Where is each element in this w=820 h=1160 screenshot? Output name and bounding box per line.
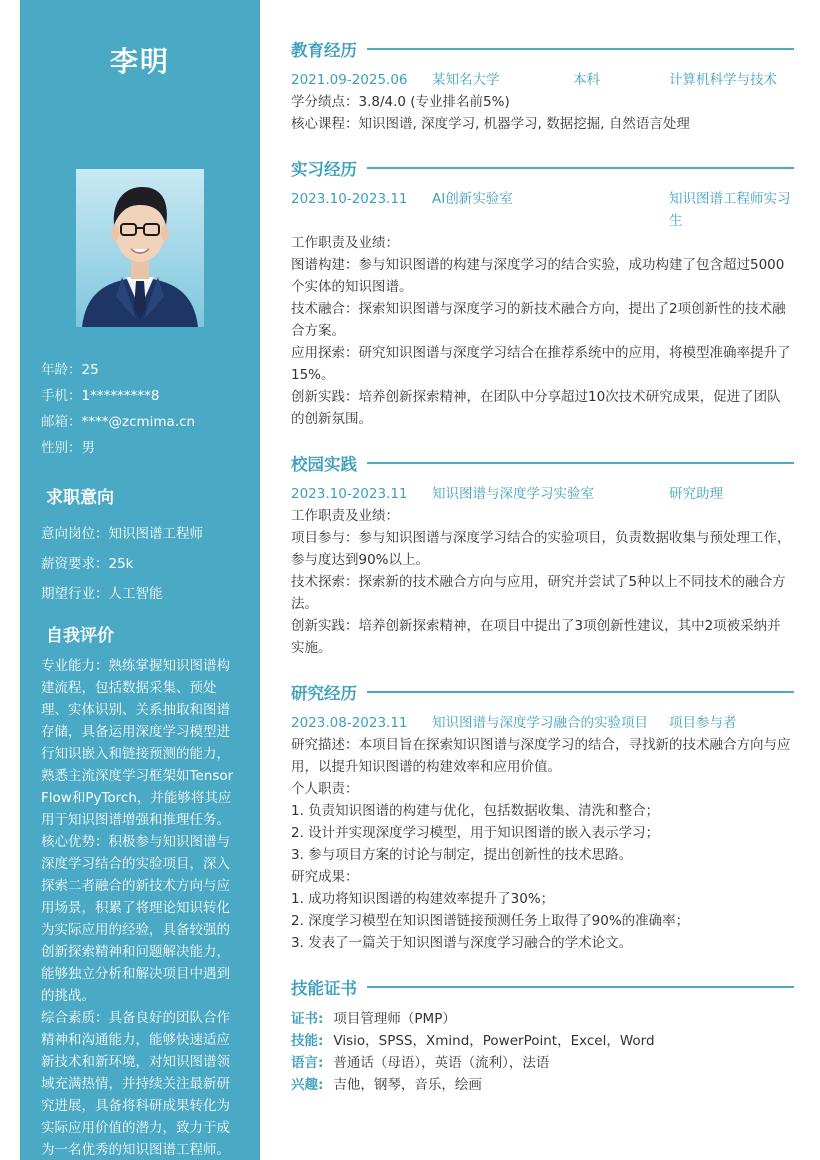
entry-extra: 研究助理 [669, 486, 723, 502]
entry-body [291, 734, 794, 954]
section-divider [367, 167, 794, 169]
body-line: 应用探索：研究知识图谱与深度学习结合在推荐系统中的应用，将模型准确率提升了15%。 [291, 345, 791, 383]
body-line: 技术探索：探索新的技术融合方向与应用，研究并尝试了5种以上不同技术的融合方法。 [291, 574, 786, 612]
section-title: 技能证书 [291, 979, 357, 998]
section-divider [367, 462, 794, 464]
profile-photo [76, 169, 204, 327]
body-line: 1. 负责知识图谱的构建与优化，包括数据收集、清洗和整合； [291, 803, 660, 819]
section-divider [367, 986, 794, 988]
entry-extra: 知识图谱工程师实习生 [669, 191, 791, 229]
info-phone: 手机：1*********8 [41, 388, 160, 404]
research-section [291, 680, 794, 954]
body-line: 研究描述：本项目旨在探索知识图谱与深度学习的结合，寻找新的技术融合方向与应用，以提升知识图谱的构建效率和应用价值。 [291, 737, 791, 775]
body-line: 工作职责及业绩： [291, 508, 399, 524]
candidate-name: 李明 [109, 45, 170, 78]
entry-org: AI创新实验室 [432, 191, 513, 207]
entry-org: 某知名大学 [432, 72, 500, 88]
evaluation-paragraph: 核心优势：积极参与知识图谱与深度学习结合的实验项目，深入探索二者融合的新技术方向与应用场景，积累了将理论知识转化为实际应用的经验，具备较强的创新探索精神和问题解决能力，能够独立分析和解决项目中遇到的挑战。 [41, 834, 230, 1004]
skill-row-languages: 语言: 普通话（母语），英语（流利），法语 [291, 1055, 550, 1071]
portrait-illustration [76, 169, 204, 327]
info-age: 年龄：25 [41, 362, 99, 378]
skill-row-certificate: 证书: 项目管理师（PMP） [291, 1011, 456, 1027]
section-divider [367, 691, 794, 693]
body-line: 工作职责及业绩： [291, 235, 399, 251]
body-line: 3. 发表了一篇关于知识图谱与深度学习融合的学术论文。 [291, 935, 633, 951]
entry-body [291, 505, 794, 659]
skill-row-interests: 兴趣: 吉他，钢琴，音乐，绘画 [291, 1077, 482, 1093]
info-email: 邮箱：****@zcmima.cn [41, 414, 196, 430]
section-title: 校园实践 [291, 455, 357, 474]
body-line: 创新实践：培养创新探索精神，在项目中提出了3项创新性建议，其中2项被采纳并实施。 [291, 618, 781, 656]
entry-date: 2023.10-2023.11 [291, 486, 408, 502]
body-line: 2. 设计并实现深度学习模型，用于知识图谱的嵌入表示学习； [291, 825, 660, 841]
body-line: 个人职责： [291, 781, 359, 797]
sidebar [20, 0, 260, 1160]
internship-section [291, 156, 794, 430]
intent-industry: 期望行业：人工智能 [41, 586, 163, 602]
entry-date: 2023.08-2023.11 [291, 715, 408, 731]
entry-body [291, 232, 794, 430]
intent-title: 求职意向 [46, 488, 114, 508]
body-line: 3. 参与项目方案的讨论与制定，提出创新性的技术思路。 [291, 847, 633, 863]
entry-org: 知识图谱与深度学习实验室 [432, 486, 594, 502]
campus-section [291, 451, 794, 659]
evaluation-body [20, 651, 260, 1160]
entry-extra: 项目参与者 [669, 715, 737, 731]
intent-position: 意向岗位：知识图谱工程师 [41, 526, 203, 542]
entry-extra: 计算机科学与技术 [669, 72, 777, 88]
body-line: 图谱构建：参与知识图谱的构建与深度学习的结合实验，成功构建了包含超过5000个实体的知识图谱。 [291, 257, 785, 295]
contact-info [20, 357, 260, 461]
section-divider [367, 48, 794, 50]
education-section [291, 37, 794, 135]
info-gender: 性别：男 [41, 440, 95, 456]
body-line: 学分绩点：3.8/4.0 (专业排名前5%) [291, 94, 510, 110]
evaluation-paragraph: 综合素质：具备良好的团队合作精神和沟通能力，能够快速适应新技术和新环境，对知识图谱领域充满热情，并持续关注最新研究进展，具备将科研成果转化为实际应用价值的潜力，致力于成为一名优秀的知识图谱工程师。 [41, 1010, 230, 1158]
skill-row-skills: 技能: Visio，SPSS，Xmind，PowerPoint，Excel，Word [291, 1033, 655, 1049]
body-line: 核心课程：知识图谱, 深度学习, 机器学习, 数据挖掘, 自然语言处理 [291, 116, 690, 132]
body-line: 项目参与：参与知识图谱与深度学习结合的实验项目，负责数据收集与预处理工作，参与度达到90%以上。 [291, 530, 791, 568]
entry-date: 2021.09-2025.06 [291, 72, 408, 88]
section-title: 研究经历 [291, 684, 357, 703]
evaluation-title: 自我评价 [46, 626, 114, 646]
skills-section [291, 975, 794, 1096]
evaluation-paragraph: 专业能力：熟练掌握知识图谱构建流程，包括数据采集、预处理、实体识别、关系抽取和图谱存储，具备运用深度学习模型进行知识嵌入和链接预测的能力，熟悉主流深度学习框架如TensorFlow和PyTorch，并能够将其应用于知识图谱增强和推理任务。 [41, 658, 234, 828]
section-title: 教育经历 [291, 41, 357, 60]
entry-role: 本科 [573, 72, 600, 88]
body-line: 创新实践：培养创新探索精神，在团队中分享超过10次技术研究成果，促进了团队的创新氛围。 [291, 389, 781, 427]
section-title: 实习经历 [291, 160, 357, 179]
body-line: 技术融合：探索知识图谱与深度学习的新技术融合方向，提出了2项创新性的技术融合方案。 [291, 301, 786, 339]
body-line: 1. 成功将知识图谱的构建效率提升了30%； [291, 891, 555, 907]
entry-date: 2023.10-2023.11 [291, 191, 408, 207]
entry-org: 知识图谱与深度学习融合的实验项目 [432, 715, 648, 731]
entry-body [291, 91, 794, 135]
body-line: 研究成果： [291, 869, 359, 885]
body-line: 2. 深度学习模型在知识图谱链接预测任务上取得了90%的准确率； [291, 913, 690, 929]
intent-salary: 薪资要求：25k [41, 556, 134, 572]
